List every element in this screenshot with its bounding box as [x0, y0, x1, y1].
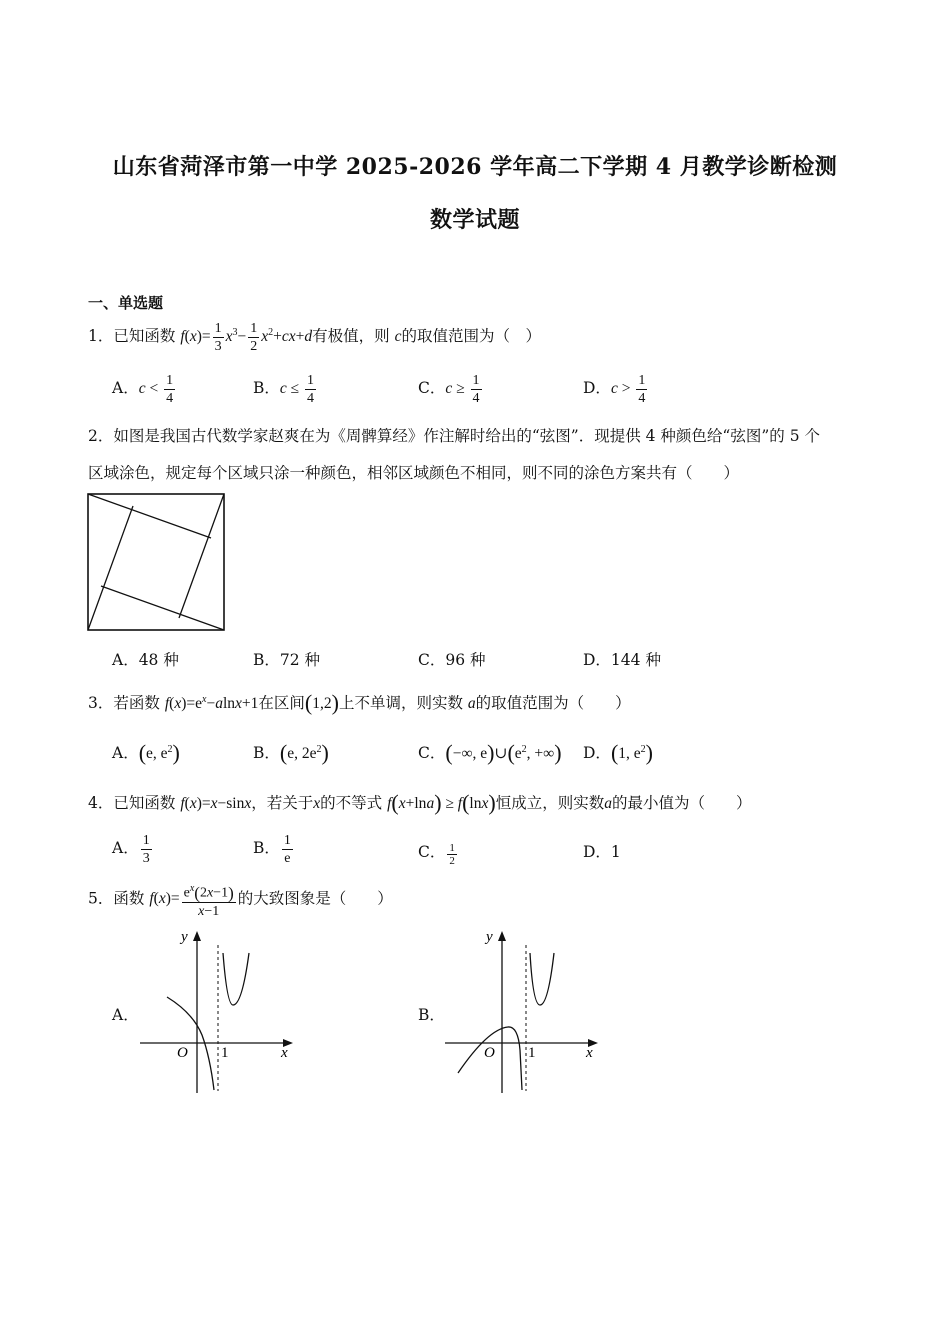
graph-option-b — [440, 925, 605, 1095]
x-axis-label: x — [281, 1045, 288, 1061]
question-text: 已知函数 — [113, 327, 176, 346]
option-c[interactable]: C．c ≥ $\frac{1}{4}$ — [418, 373, 480, 406]
option-b[interactable]: B．72 种 — [253, 651, 321, 669]
question-2-line-1: 2．如图是我国古代数学家赵爽在为《周髀算经》作注解时给出的“弦图”．现提供 4 种颜色给“弦图”的 5 个 — [88, 427, 820, 445]
option-a[interactable]: A． — [112, 1006, 139, 1024]
origin-label: O — [177, 1045, 188, 1061]
option-b[interactable]: B． — [418, 1006, 445, 1024]
question-5: 5．函数 f(x)= $\frac{e^x(2x-1)}{x-1}$ 的大致图象是（ ） — [88, 880, 393, 920]
option-d[interactable]: D．c > $\frac{1}{4}$ — [583, 373, 646, 406]
option-d[interactable]: D．(1, $e^2$) — [583, 740, 653, 765]
exam-title: 山东省菏泽市第一中学 2025-2026 学年高二下学期 4 月教学诊断检测 — [112, 154, 838, 180]
option-a[interactable]: A．c < $\frac{1}{4}$ — [112, 373, 174, 406]
exam-subtitle: 数学试题 — [429, 207, 520, 233]
graph-option-a — [135, 925, 300, 1095]
option-b[interactable]: B．(e, $2e^2$) — [253, 740, 329, 765]
tick-label: 1 — [528, 1045, 536, 1061]
xian-tu-figure — [87, 493, 227, 633]
option-c[interactable]: C．96 种 — [418, 651, 486, 669]
option-c[interactable]: C．(−∞, $e)\cup(e^2$, +∞) — [418, 740, 562, 765]
option-a[interactable]: A．(e, $e^2$) — [112, 740, 180, 765]
section-heading: 一、单选题 — [88, 294, 164, 312]
option-c[interactable]: C． $\frac{1}{2}$ — [418, 841, 455, 867]
math-expression: f(x)= $\frac{1}{3}$ $x^3-$ $\frac{1}{2}$ $x^2+cx+d$ — [180, 321, 313, 354]
origin-label: O — [484, 1045, 495, 1061]
option-a[interactable]: A． $\frac{1}{3}$ — [112, 833, 150, 866]
question-text: 有极值，则 — [312, 327, 390, 346]
option-b[interactable]: B． $\frac{1}{e}$ — [253, 833, 291, 866]
question-1: 1．已知函数 f(x)= $\frac{1}{3}$ $x^3-$ $\frac{1}{2}$ $x^2+cx+d$有极值，则 c的取值范围为（ ） — [88, 321, 542, 354]
option-b[interactable]: B．c ≤ $\frac{1}{4}$ — [253, 373, 315, 406]
question-number: 1． — [88, 327, 114, 346]
option-a[interactable]: A．48 种 — [112, 651, 179, 669]
question-3: 3．若函数 $f(x)=e^x-alnx+1$在区间(1,2)上不单调，则实数 a的取值范围为（ ） — [88, 690, 631, 715]
question-text: 的取值范围为（ ） — [401, 327, 542, 346]
tick-label: 1 — [221, 1045, 229, 1061]
option-d[interactable]: D．1 — [583, 843, 621, 861]
option-d[interactable]: D．144 种 — [583, 651, 661, 669]
question-4: 4．已知函数 f(x)=x−sinx，若关于x的不等式 f(x+lna) ≥ f(lnx)恒成立，则实数a的最小值为（ ） — [88, 790, 752, 815]
y-axis-label: y — [181, 929, 188, 945]
question-2-line-2: 区域涂色，规定每个区域只涂一种颜色，相邻区域颜色不相同，则不同的涂色方案共有（ ） — [88, 464, 740, 482]
x-axis-label: x — [586, 1045, 593, 1061]
y-axis-label: y — [486, 929, 493, 945]
